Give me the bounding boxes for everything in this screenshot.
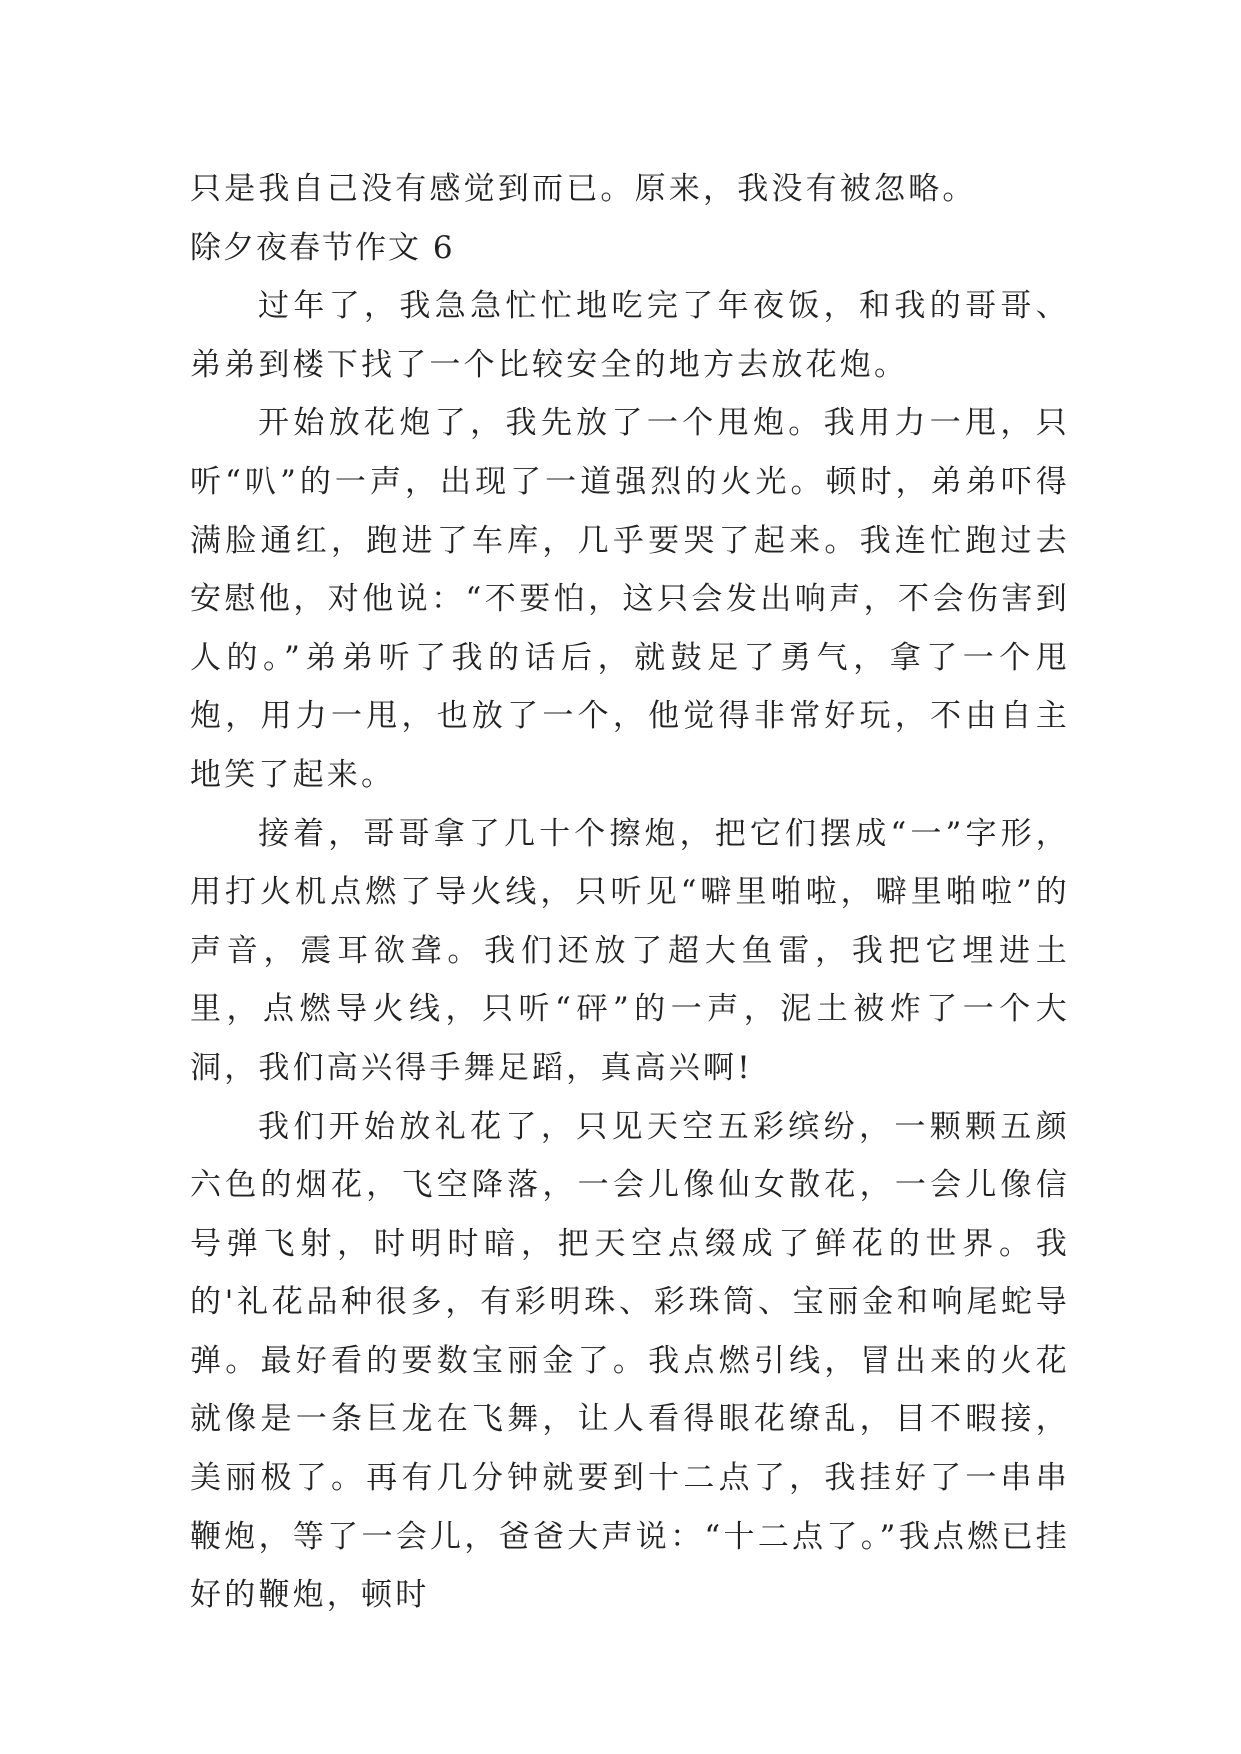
document-body bbox=[190, 160, 1070, 1625]
paragraph-1: 过年了，我急急忙忙地吃完了年夜饭，和我的哥哥、弟弟到楼下找了一个比较安全的地方去放花炮。 bbox=[190, 288, 1070, 383]
section-title: 除夕夜春节作文 6 bbox=[190, 229, 455, 266]
paragraph-2: 开始放花炮了，我先放了一个甩炮。我用力一甩，只听“叭”的一声，出现了一道强烈的火光。顿时，弟弟吓得满脸通红，跑进了车库，几乎要哭了起来。我连忙跑过去安慰他，对他说：“不要怕，这只会发出响声，不会伤害到人的。”弟弟听了我的话后，就鼓足了勇气，拿了一个甩炮，用力一甩，也放了一个，他觉得非常好玩，不由自主地笑了起来。 bbox=[190, 405, 1070, 793]
paragraph-4: 我们开始放礼花了，只见天空五彩缤纷，一颗颗五颜六色的烟花，飞空降落，一会儿像仙女散花，一会儿像信号弹飞射，时明时暗，把天空点缀成了鲜花的世界。我的'礼花品种很多，有彩明珠、彩珠筒、宝丽金和响尾蛇导弹。最好看的要数宝丽金了。我点燃引线，冒出来的火花就像是一条巨龙在飞舞，让人看得眼花缭乱，目不暇接，美丽极了。再有几分钟就要到十二点了，我挂好了一串串鞭炮，等了一会儿，爸爸大声说：“十二点了。”我点燃已挂好的鞭炮，顿时 bbox=[190, 1108, 1070, 1614]
intro-line: 只是我自己没有感觉到而已。原来，我没有被忽略。 bbox=[190, 171, 977, 207]
paragraph-3: 接着，哥哥拿了几十个擦炮，把它们摆成“一”字形，用打火机点燃了导火线，只听见“噼里啪啦，噼里啪啦”的声音，震耳欲聋。我们还放了超大鱼雷，我把它埋进土里，点燃导火线，只听“砰”的一声，泥土被炸了一个大洞，我们高兴得手舞足蹈，真高兴啊! bbox=[190, 815, 1070, 1086]
